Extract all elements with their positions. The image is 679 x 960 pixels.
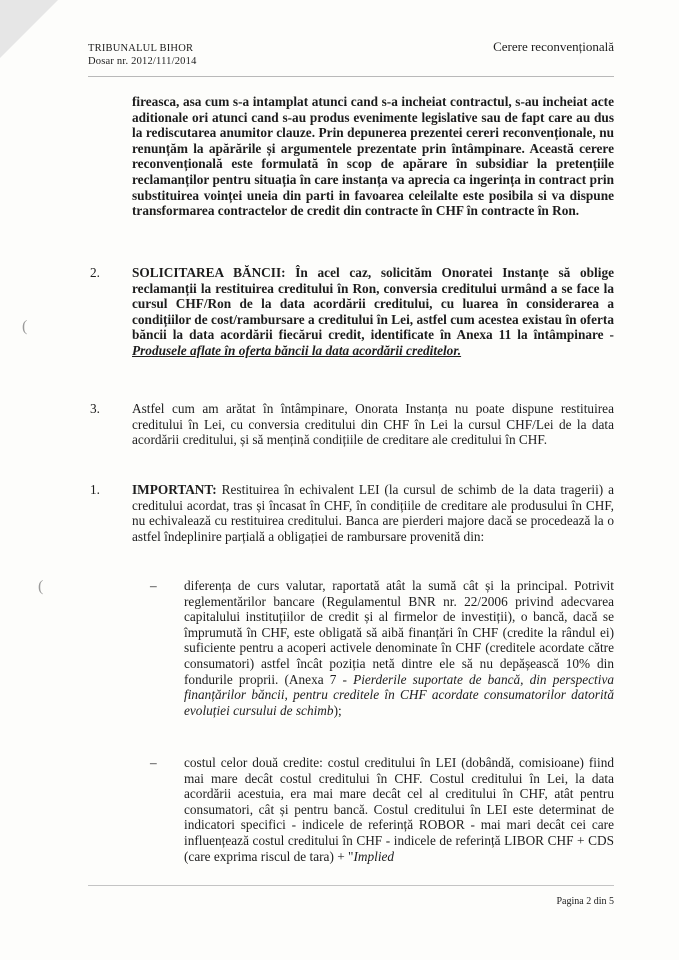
- bullet-2-italic: Implied: [353, 848, 395, 864]
- scan-corner-shadow: [0, 0, 58, 58]
- bullet-1-dash: –: [150, 578, 157, 593]
- case-number: Dosar nr. 2012/111/2014: [88, 56, 197, 67]
- court-name: TRIBUNALUL BIHOR: [88, 43, 194, 54]
- item-3-number: 3.: [90, 401, 100, 416]
- bullet-1-italic: Pierderile suportate de bancă, din perspectiva finanțărilor băncii, pentru creditele în CHF acordate consumatorilor datorită evoluției cursului de schimb: [184, 671, 614, 718]
- item-1-title: IMPORTANT:: [132, 482, 217, 497]
- header-divider: [88, 76, 614, 77]
- intro-paragraph: fireasca, asa cum s-a intamplat atunci cand s-a incheiat contractul, s-au incheiat acte aditionale ori atunci cand s-au produs evenimente legislative sau de fapt care au dus la rediscutarea anumitor clauze. Prin depunerea prezentei cereri reconvenționale, nu renunțăm la apărările și argumentele prezentate prin întâmpinare. Această cerere reconvențională este formulată în scop de apărare în subsidiar la pretențiile reclamanților pentru situația în care instanța va aprecia ca ingerința in contract prin substituirea voinței uneia din parti in favoarea celeilalte este posibila si va dispune transformarea contractelor de credit din contracte în CHF în contracte în Ron.: [132, 94, 614, 219]
- bullet-1-paragraph: diferența de curs valutar, raportată atât la sumă cât și la principal. Potrivit reglementărilor bancare (Regulamentul BNR nr. 22/2006 privind adecvarea capitalului instituțiilor de credit și al firmelor de investiții), o bancă, dacă se împrumută în CHF, este obligată să aibă finanțări în CHF (credite la rândul ei) suficiente pentru a acoperi activele denominate în CHF (creditele acordate către consumatori) astfel încât poziția netă dintre ele să nu depășească 10% din fondurile proprii. (Anexa 7 - Pierderile suportate de bancă, din perspectiva finanțărilor băncii, pentru creditele în CHF acordate consumatorilor datorită evoluției cursului de schimb);: [184, 578, 614, 718]
- page-header-left: [88, 42, 197, 68]
- item-2-number: 2.: [90, 265, 100, 280]
- bullet-2-paragraph: costul celor două credite: costul creditului în LEI (dobândă, comisioane) fiind mai mare decât costul creditului în CHF. Costul creditului în Lei, la data acordării acestuia, era mai mare decât cel al creditului în CHF, atât pentru consumatori, cât și pentru bancă. Costul creditului în LEI este determinat de indicatori specifici - indicele de referință ROBOR - mai mari decât cei care influențează costul creditului în CHF - indicele de referință LIBOR CHF + CDS (care exprima riscul de tara) + "Implied: [184, 755, 614, 864]
- page-number: Pagina 2 din 5: [556, 896, 614, 907]
- item-1-number: 1.: [90, 482, 100, 497]
- document-title: Cerere reconvențională: [493, 39, 614, 54]
- bullet-2-dash: –: [150, 755, 157, 770]
- item-2-title: SOLICITAREA BĂNCII:: [132, 265, 286, 280]
- item-1-paragraph: IMPORTANT: Restituirea în echivalent LEI (la cursul de schimb de la data tragerii) a creditului acordat, tras și încasat în CHF, în condițiile de creditare ale produsului în CHF, nu echivalează cu restituirea creditului. Banca are pierderi majore dacă se procedează la o astfel îndeplinire parțială a obligației de rambursare provenită din:: [132, 482, 614, 544]
- item-3-paragraph: Astfel cum am arătat în întâmpinare, Onorata Instanța nu poate dispune restituirea creditului în Lei, cu conversia creditului din CHF în Lei la cursul CHF/Lei de la data acordării creditului, și să mențină condițiile de creditare ale creditului în CHF.: [132, 401, 614, 448]
- margin-mark: (: [22, 318, 28, 335]
- margin-mark-2: (: [38, 578, 44, 595]
- item-2-italic: Produsele aflate în oferta băncii la data acordării creditelor.: [132, 342, 462, 358]
- footer-divider: [88, 885, 614, 886]
- item-2-paragraph: SOLICITAREA BĂNCII: În acel caz, solicităm Onoratei Instanțe să oblige reclamanții la restituirea creditului în Ron, conversia creditului urmând a se face la cursul CHF/Ron de la data acordării creditului, cu luarea în considerarea a condițiilor de cost/rambursare a creditului în Lei, astfel cum acestea existau în oferta băncii la data acordării fiecărui credit, identificate în Anexa 11 la întâmpinare - Produsele aflate în oferta băncii la data acordării creditelor.: [132, 265, 614, 358]
